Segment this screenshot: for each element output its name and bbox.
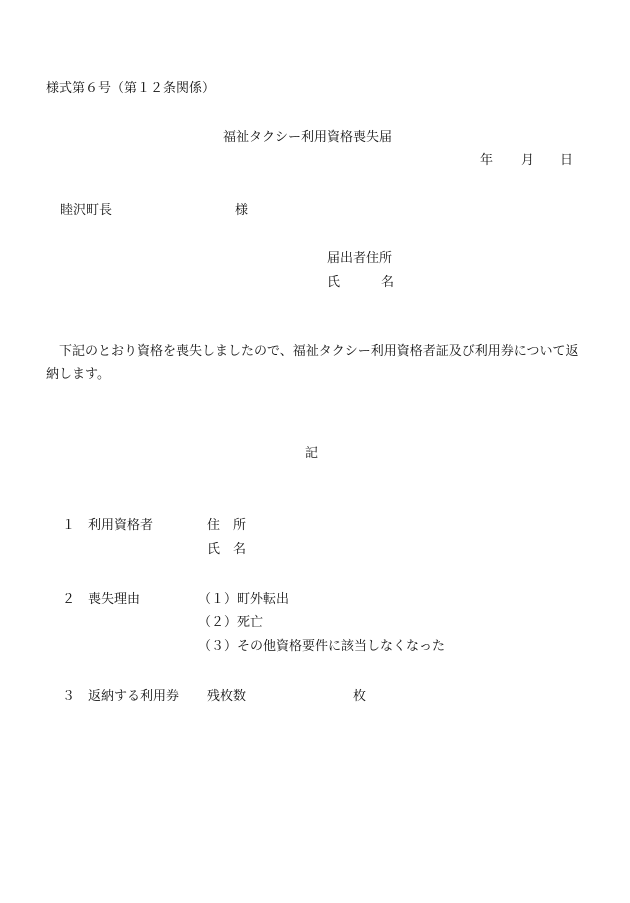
notifier-name-label-second: 名: [381, 275, 395, 290]
remaining-count-label: 残枚数: [207, 689, 247, 704]
reason-item: （３）その他資格要件に該当しなくなった: [198, 639, 446, 654]
item-1-name-label-second: 名: [233, 542, 247, 557]
document-title: 福祉タクシー利用資格喪失届: [223, 130, 393, 145]
item-3-number: ３: [62, 689, 76, 704]
item-2-label: 喪失理由: [88, 592, 141, 607]
addressee-honorific: 様: [235, 203, 249, 218]
ticket-unit-label: 枚: [353, 689, 367, 704]
item-1-address-label-first: 住: [207, 518, 221, 533]
reason-item: （２）死亡: [198, 615, 264, 630]
addressee-name: 睦沢町長: [60, 203, 113, 218]
item-1-label: 利用資格者: [88, 518, 154, 533]
item-1-address-label-second: 所: [233, 518, 247, 533]
item-1-name-label-first: 氏: [207, 542, 221, 557]
notifier-name-label-first: 氏: [327, 275, 341, 290]
ki-heading: 記: [305, 446, 319, 461]
item-1-number: １: [62, 518, 76, 533]
body-paragraph: 下記のとおり資格を喪失しましたので、福祉タクシー利用資格者証及び利用券について返納します。: [46, 344, 579, 382]
form-number: 様式第６号（第１２条関係）: [46, 81, 216, 96]
item-3-label: 返納する利用券: [88, 689, 180, 704]
item-2-number: ２: [62, 592, 76, 607]
date-day-label: 日: [560, 153, 574, 168]
reason-item: （１）町外転出: [198, 592, 290, 607]
date-month-label: 月: [521, 153, 535, 168]
date-year-label: 年: [480, 153, 494, 168]
notifier-address-label: 届出者住所: [327, 251, 393, 266]
